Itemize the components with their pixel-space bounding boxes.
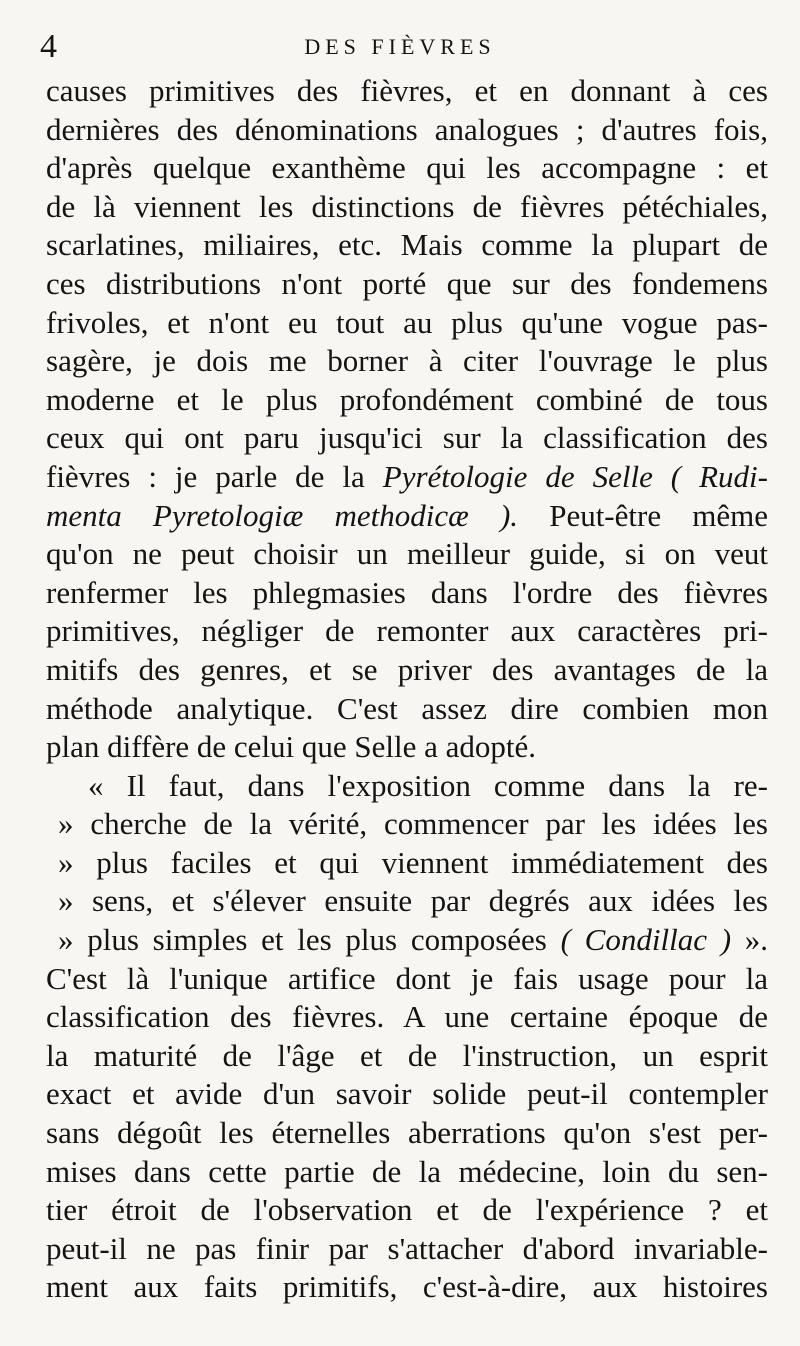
text-span: ». <box>731 922 769 958</box>
text-line: primitives, négliger de remonter aux caractères pri- <box>46 613 768 649</box>
text-line: moderne et le plus profondément combiné de tous <box>46 381 768 417</box>
page-number: 4 <box>40 28 57 65</box>
running-title: DES FIÈVRES <box>304 34 496 59</box>
quote-line: » plus faciles et qui viennent immédiatement des <box>58 844 768 880</box>
quote-line: » sens, et s'élever ensuite par degrés aux idées les <box>58 883 768 919</box>
text-line: classification des fièvres. A une certaine époque de <box>46 999 768 1035</box>
text-line: peut-il ne pas finir par s'attacher d'abord invariable- <box>46 1230 768 1266</box>
text-line: tier étroit de l'observation et de l'expérience ? et <box>46 1192 768 1228</box>
italic-citation: ( Condillac ) <box>560 922 732 958</box>
text-line: renfermer les phlegmasies dans l'ordre des fièvres <box>46 574 768 610</box>
quote-line <box>46 921 768 960</box>
text-line <box>46 458 768 497</box>
page-header <box>40 30 760 64</box>
quote-line: » cherche de la vérité, commencer par les idées les <box>58 806 768 842</box>
text-line: ment aux faits primitifs, c'est-à-dire, aux histoires <box>46 1269 768 1305</box>
text-line: dernières des dénominations analogues ; d'autres fois, <box>46 111 768 147</box>
italic-title: menta Pyretologiæ methodicæ ). <box>46 497 519 533</box>
italic-title: Pyrétologie de Selle ( Rudi- <box>382 458 768 494</box>
text-line: de là viennent les distinctions de fièvres pétéchiales, <box>46 188 768 224</box>
text-line: sagère, je dois me borner à citer l'ouvrage le plus <box>46 343 768 379</box>
text-line: exact et avide d'un savoir solide peut-il contempler <box>46 1076 768 1112</box>
text-line: sans dégoût les éternelles aberrations qu'on s'est per- <box>46 1115 768 1151</box>
text-span: » plus simples et les plus composées <box>58 922 561 958</box>
text-line: frivoles, et n'ont eu tout au plus qu'une vogue pas- <box>46 304 768 340</box>
text-line: méthode analytique. C'est assez dire combien mon <box>46 690 768 726</box>
text-line: ces distributions n'ont porté que sur des fondemens <box>46 265 768 301</box>
text-line <box>46 497 768 536</box>
text-line: scarlatines, miliaires, etc. Mais comme la plupart de <box>46 227 768 263</box>
text-line: ceux qui ont paru jusqu'ici sur la classification des <box>46 420 768 456</box>
body-text <box>46 72 768 1307</box>
text-line: causes primitives des fièvres, et en donnant à ces <box>46 73 768 108</box>
text-line: plan diffère de celui que Selle a adopté. <box>46 729 537 765</box>
text-line: d'après quelque exanthème qui les accompagne : et <box>46 150 768 186</box>
text-line: qu'on ne peut choisir un meilleur guide, si on veut <box>46 536 768 572</box>
text-line: la maturité de l'âge et de l'instruction, un esprit <box>46 1037 768 1073</box>
text-line: C'est là l'unique artifice dont je fais usage pour la <box>46 960 768 996</box>
quote-line: « Il faut, dans l'exposition comme dans la re- <box>88 767 768 803</box>
text-line: mises dans cette partie de la médecine, loin du sen- <box>46 1153 768 1189</box>
text-line: mitifs des genres, et se priver des avantages de la <box>46 651 768 687</box>
text-span: Peut-être même <box>518 497 768 533</box>
text-span: fièvres : je parle de la <box>46 458 383 494</box>
